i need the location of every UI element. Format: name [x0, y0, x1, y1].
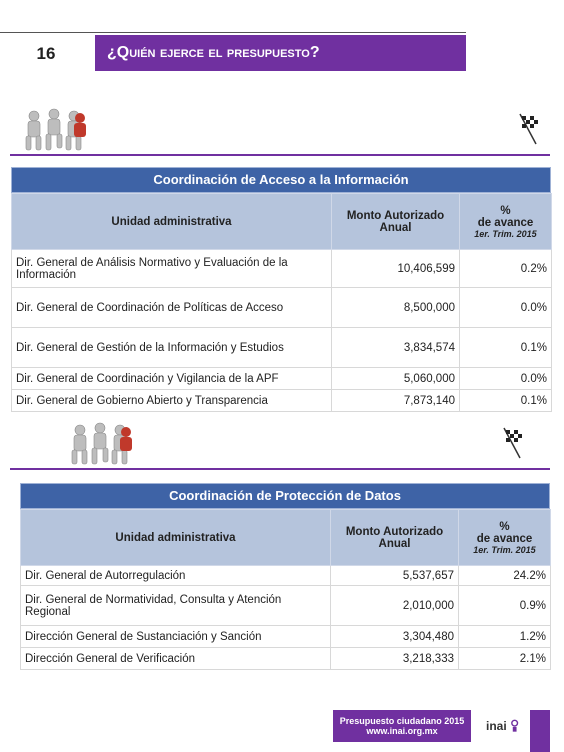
column-header-unit: Unidad administrativa: [21, 510, 331, 566]
pct-cell: 0.2%: [460, 250, 552, 288]
unit-cell: Dir. General de Análisis Normativo y Evaluación de la Información: [12, 250, 332, 288]
amount-cell: 7,873,140: [332, 390, 460, 412]
column-header-pct: [460, 194, 552, 250]
amount-cell: 5,537,657: [331, 566, 459, 586]
table-title: Coordinación de Protección de Datos: [20, 483, 550, 509]
amount-cell: 5,060,000: [332, 368, 460, 390]
table-row: [12, 390, 552, 412]
footer-accent-bar: [530, 710, 550, 752]
pct-period: 1er. Trim. 2015: [474, 228, 537, 239]
table-row: [12, 328, 552, 368]
column-header-amount: Monto Autorizado Anual: [331, 510, 459, 566]
table-row: [21, 566, 551, 586]
table-row: [21, 648, 551, 670]
amount-cell: 8,500,000: [332, 288, 460, 328]
amount-cell: 3,834,574: [332, 328, 460, 368]
unit-cell: Dirección General de Sustanciación y Sanción: [21, 626, 331, 648]
pct-period: 1er. Trim. 2015: [473, 544, 536, 555]
logo-text: inai: [486, 719, 507, 733]
budget-table: [11, 193, 552, 412]
inai-logo: [486, 712, 520, 740]
column-header-pct: [459, 510, 551, 566]
pct-symbol: %: [500, 204, 511, 217]
pct-cell: 0.1%: [460, 328, 552, 368]
footer-url[interactable]: www.inai.org.mx: [366, 726, 438, 736]
unit-cell: Dir. General de Autorregulación: [21, 566, 331, 586]
pct-label: de avance: [477, 216, 534, 229]
runners-illustration-icon: [14, 108, 96, 154]
table-row: [12, 250, 552, 288]
pct-cell: 24.2%: [459, 566, 551, 586]
table-row: [12, 288, 552, 328]
pct-cell: 2.1%: [459, 648, 551, 670]
table-proteccion: [20, 483, 550, 670]
page-number: 16: [36, 44, 56, 63]
checkered-flag-icon: [500, 426, 530, 460]
runners-illustration-icon: [60, 422, 142, 468]
pct-cell: 0.0%: [460, 288, 552, 328]
amount-cell: 10,406,599: [332, 250, 460, 288]
unit-cell: Dir. General de Coordinación de Políticas de Acceso: [12, 288, 332, 328]
unit-cell: Dir. General de Gobierno Abierto y Transparencia: [12, 390, 332, 412]
column-header-amount: Monto Autorizado Anual: [332, 194, 460, 250]
budget-table: [20, 509, 551, 670]
table-row: [12, 368, 552, 390]
footer-title: Presupuesto ciudadano 2015: [339, 716, 465, 726]
race-banner-1: [10, 108, 550, 158]
footer-badge: [333, 710, 471, 742]
unit-cell: Dir. General de Coordinación y Vigilancia de la APF: [12, 368, 332, 390]
header-top-rule: [0, 32, 466, 33]
unit-cell: Dir. General de Gestión de la Información y Estudios: [12, 328, 332, 368]
pct-symbol: %: [499, 520, 510, 533]
pct-cell: 0.0%: [460, 368, 552, 390]
amount-cell: 3,218,333: [331, 648, 459, 670]
unit-cell: Dirección General de Verificación: [21, 648, 331, 670]
section-title: [95, 35, 466, 71]
amount-cell: 2,010,000: [331, 586, 459, 626]
section-title-text: ¿Quién ejerce el presupuesto?: [107, 44, 320, 61]
amount-cell: 3,304,480: [331, 626, 459, 648]
logo-mark-icon: [509, 719, 520, 733]
pct-label: de avance: [476, 532, 533, 545]
banner-rule: [10, 154, 550, 156]
table-row: [21, 626, 551, 648]
table-row: [21, 586, 551, 626]
table-title: Coordinación de Acceso a la Información: [11, 167, 551, 193]
checkered-flag-icon: [516, 112, 546, 146]
pct-cell: 1.2%: [459, 626, 551, 648]
pct-cell: 0.1%: [460, 390, 552, 412]
unit-cell: Dir. General de Normatividad, Consulta y Atención Regional: [21, 586, 331, 626]
banner-rule: [10, 468, 550, 470]
column-header-unit: Unidad administrativa: [12, 194, 332, 250]
race-banner-2: [10, 422, 550, 472]
pct-cell: 0.9%: [459, 586, 551, 626]
table-acceso: [11, 167, 551, 412]
